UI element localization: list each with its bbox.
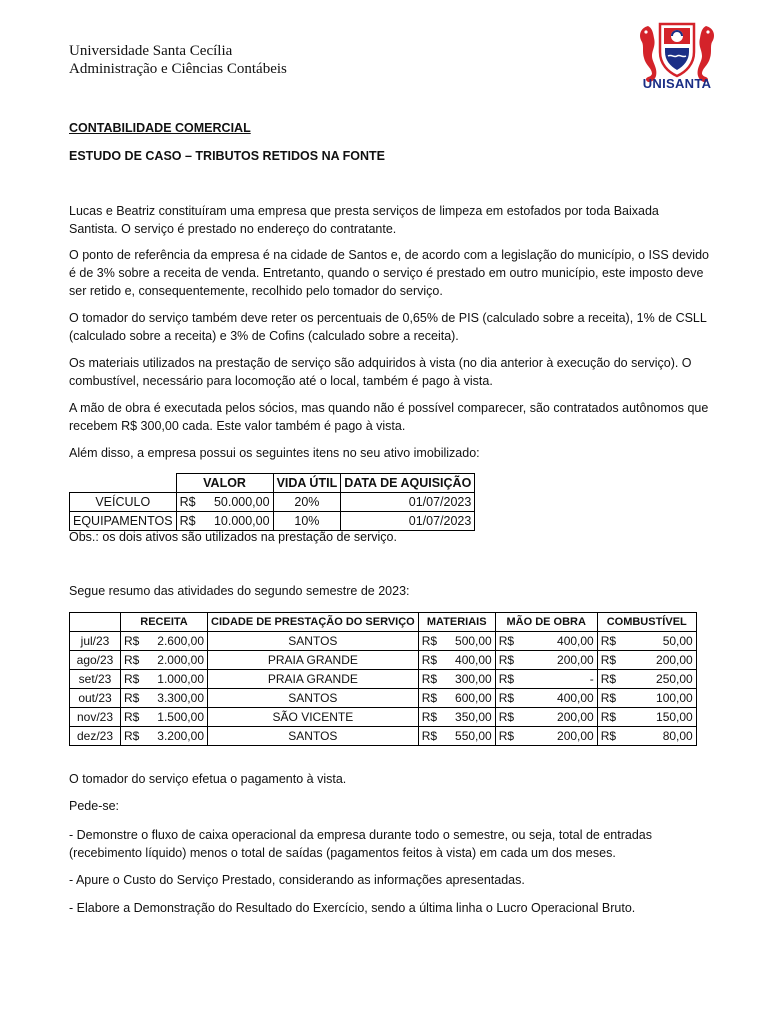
amount: 80,00 <box>662 729 693 743</box>
case-title: ESTUDO DE CASO – TRIBUTOS RETIDOS NA FONTE <box>69 149 385 163</box>
month-cell: dez/23 <box>70 727 121 746</box>
currency-symbol: R$ <box>421 710 438 724</box>
activities-header-row <box>70 613 697 632</box>
amount: 250,00 <box>656 672 693 686</box>
amount: 2.600,00 <box>157 634 204 648</box>
paragraph-retentions: O tomador do serviço também deve reter os percentuais de 0,65% de PIS (calculado sobre a receita), 1% de CSLL (calculado sobre a receita) e 3% de Cofins (calculado sobre a receita). <box>69 311 707 343</box>
amount: 150,00 <box>656 710 693 724</box>
paragraph-iss: O ponto de referência da empresa é na cidade de Santos e, de acordo com a legislação do município, o ISS devido é de 3% sobre a receita de venda. Entretanto, quando o serviço é prestado em outro município, este imposto deve ser retido e, consequentemente, recolhido pelo tomador do serviço. <box>69 248 709 298</box>
header-vida-util: VIDA ÚTIL <box>273 474 341 493</box>
receita-cell <box>121 632 208 651</box>
currency-symbol: R$ <box>124 653 140 667</box>
mao-de-obra-cell <box>495 670 597 689</box>
institution-header <box>69 42 287 78</box>
mao-de-obra-cell <box>495 727 597 746</box>
materiais-cell <box>418 689 495 708</box>
receita-cell <box>121 651 208 670</box>
currency-symbol: R$ <box>600 672 617 686</box>
combustivel-cell <box>597 670 696 689</box>
question-income-statement: - Elabore a Demonstração do Resultado do Exercício, sendo a última linha o Lucro Operacional Bruto. <box>69 901 636 915</box>
asset-name: VEÍCULO <box>70 493 177 512</box>
currency-symbol: R$ <box>124 634 140 648</box>
department-name: Administração e Ciências Contábeis <box>69 61 287 77</box>
table-row <box>70 708 697 727</box>
header-materiais: MATERIAIS <box>418 613 495 632</box>
currency-symbol: R$ <box>600 634 617 648</box>
amount: 550,00 <box>455 729 492 743</box>
amount: 1.000,00 <box>157 672 204 686</box>
currency-symbol: R$ <box>124 672 140 686</box>
month-cell: set/23 <box>70 670 121 689</box>
mao-de-obra-cell <box>495 689 597 708</box>
table-row <box>70 651 697 670</box>
amount: 350,00 <box>455 710 492 724</box>
payment-note: O tomador do serviço efetua o pagamento à vista. <box>69 772 347 786</box>
receita-cell <box>121 727 208 746</box>
currency-symbol: R$ <box>124 729 140 743</box>
month-cell: ago/23 <box>70 651 121 670</box>
currency-symbol: R$ <box>421 653 438 667</box>
receita-cell <box>121 708 208 727</box>
amount: 50,00 <box>662 634 693 648</box>
question-cash-flow: - Demonstre o fluxo de caixa operacional da empresa durante todo o semestre, ou seja, total de entradas (recebimento líquido) menos o total de saídas (pagamentos feitos à vista) em cada um dos meses. <box>69 828 652 860</box>
table-row <box>70 727 697 746</box>
currency-symbol: R$ <box>124 710 140 724</box>
table-row <box>70 493 475 512</box>
amount: 400,00 <box>557 691 594 705</box>
amount: 1.500,00 <box>157 710 204 724</box>
currency-symbol: R$ <box>421 634 438 648</box>
currency-symbol: R$ <box>179 495 196 509</box>
cidade-cell: SANTOS <box>208 689 419 708</box>
combustivel-cell <box>597 651 696 670</box>
asset-value <box>176 493 273 512</box>
header-combustivel: COMBUSTÍVEL <box>597 613 696 632</box>
asset-amount: 50.000,00 <box>213 495 270 509</box>
assets-table <box>69 473 475 531</box>
mao-de-obra-cell <box>495 651 597 670</box>
mao-de-obra-cell <box>495 632 597 651</box>
materiais-cell <box>418 727 495 746</box>
amount: 200,00 <box>557 710 594 724</box>
combustivel-cell <box>597 727 696 746</box>
materiais-cell <box>418 708 495 727</box>
currency-symbol: R$ <box>179 514 196 528</box>
activities-body <box>70 632 697 746</box>
currency-symbol: R$ <box>498 653 515 667</box>
currency-symbol: R$ <box>498 634 515 648</box>
cidade-cell: PRAIA GRANDE <box>208 670 419 689</box>
header-valor: VALOR <box>176 474 273 493</box>
unisanta-logo-text: UNISANTA <box>642 76 712 91</box>
asset-date: 01/07/2023 <box>341 512 475 531</box>
amount: - <box>589 672 594 686</box>
currency-symbol: R$ <box>600 710 617 724</box>
amount: 200,00 <box>557 653 594 667</box>
currency-symbol: R$ <box>498 691 515 705</box>
course-title: CONTABILIDADE COMERCIAL <box>69 121 251 135</box>
amount: 300,00 <box>455 672 492 686</box>
asset-date: 01/07/2023 <box>341 493 475 512</box>
mao-de-obra-cell <box>495 708 597 727</box>
header-cidade: CIDADE DE PRESTAÇÃO DO SERVIÇO <box>208 613 419 632</box>
paragraph-materials: Os materiais utilizados na prestação de serviço são adquiridos à vista (no dia anterior à execução do serviço). O combustível, necessário para locomoção até o local, também é pago à vista. <box>69 356 692 388</box>
materiais-cell <box>418 632 495 651</box>
amount: 3.200,00 <box>157 729 204 743</box>
amount: 400,00 <box>557 634 594 648</box>
combustivel-cell <box>597 689 696 708</box>
asset-amount: 10.000,00 <box>213 514 270 528</box>
currency-symbol: R$ <box>421 691 438 705</box>
paragraph-assets-intro: Além disso, a empresa possui os seguintes itens no seu ativo imobilizado: <box>69 446 480 460</box>
institution-name: Universidade Santa Cecília <box>69 43 233 59</box>
amount: 3.300,00 <box>157 691 204 705</box>
paragraph-intro: Lucas e Beatriz constituíram uma empresa que presta serviços de limpeza em estofados por toda Baixada Santista. O serviço é prestado no endereço do contratante. <box>69 204 659 236</box>
assets-note: Obs.: os dois ativos são utilizados na prestação de serviço. <box>69 530 397 544</box>
amount: 100,00 <box>656 691 693 705</box>
currency-symbol: R$ <box>498 672 515 686</box>
paragraph-labor: A mão de obra é executada pelos sócios, mas quando não é possível comparecer, são contratados autônomos que recebem R$ 300,00 cada. Este valor também é pago à vista. <box>69 401 709 433</box>
currency-symbol: R$ <box>498 710 515 724</box>
amount: 400,00 <box>455 653 492 667</box>
month-cell: jul/23 <box>70 632 121 651</box>
amount: 200,00 <box>656 653 693 667</box>
currency-symbol: R$ <box>421 672 438 686</box>
receita-cell <box>121 689 208 708</box>
table-row <box>70 632 697 651</box>
materiais-cell <box>418 651 495 670</box>
combustivel-cell <box>597 708 696 727</box>
asset-life: 10% <box>273 512 341 531</box>
question-service-cost: - Apure o Custo do Serviço Prestado, considerando as informações apresentadas. <box>69 873 525 887</box>
currency-symbol: R$ <box>124 691 140 705</box>
receita-cell <box>121 670 208 689</box>
amount: 2.000,00 <box>157 653 204 667</box>
currency-symbol: R$ <box>600 729 617 743</box>
header-data-aquisicao: DATA DE AQUISIÇÃO <box>341 474 475 493</box>
cidade-cell: SANTOS <box>208 727 419 746</box>
combustivel-cell <box>597 632 696 651</box>
currency-symbol: R$ <box>600 653 617 667</box>
amount: 200,00 <box>557 729 594 743</box>
currency-symbol: R$ <box>498 729 515 743</box>
asset-name: EQUIPAMENTOS <box>70 512 177 531</box>
cidade-cell: SÃO VICENTE <box>208 708 419 727</box>
header-receita: RECEITA <box>121 613 208 632</box>
currency-symbol: R$ <box>421 729 438 743</box>
header-mao-de-obra: MÃO DE OBRA <box>495 613 597 632</box>
month-cell: out/23 <box>70 689 121 708</box>
materiais-cell <box>418 670 495 689</box>
asset-life: 20% <box>273 493 341 512</box>
assets-header-row <box>70 474 475 493</box>
table-row <box>70 689 697 708</box>
month-cell: nov/23 <box>70 708 121 727</box>
cidade-cell: PRAIA GRANDE <box>208 651 419 670</box>
amount: 500,00 <box>455 634 492 648</box>
questions-label: Pede-se: <box>69 799 120 813</box>
amount: 600,00 <box>455 691 492 705</box>
activities-table <box>69 612 697 746</box>
currency-symbol: R$ <box>600 691 617 705</box>
summary-intro: Segue resumo das atividades do segundo semestre de 2023: <box>69 584 410 598</box>
table-row <box>70 670 697 689</box>
cidade-cell: SANTOS <box>208 632 419 651</box>
